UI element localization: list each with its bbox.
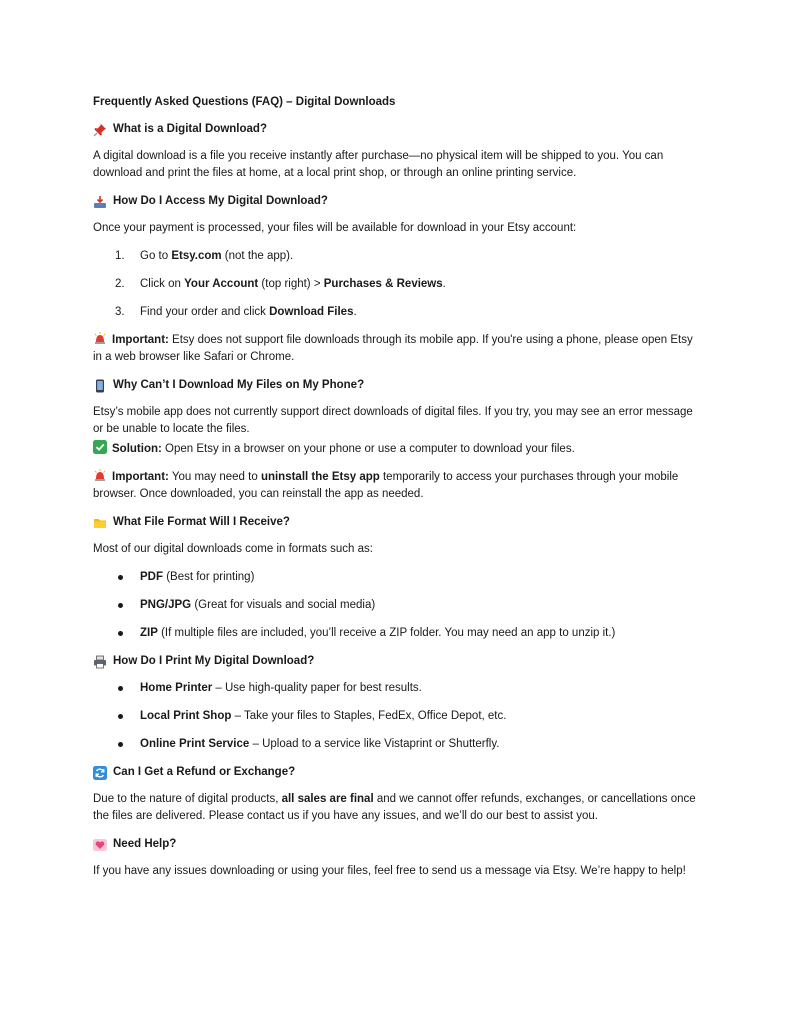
print-options-list <box>93 680 703 753</box>
section-heading-print <box>93 653 703 670</box>
bullet-icon <box>118 575 123 580</box>
mobile-phone-icon <box>93 379 107 393</box>
section-heading-phone-download <box>93 377 703 394</box>
siren-icon <box>93 469 107 481</box>
section-title: How Do I Print My Digital Download? <box>113 655 315 667</box>
inbox-tray-icon <box>93 195 107 209</box>
section-heading-file-format <box>93 514 703 531</box>
heart-icon <box>93 838 107 852</box>
section-heading-refund <box>93 764 703 781</box>
page-title: Frequently Asked Questions (FAQ) – Digital Downloads <box>93 96 396 108</box>
list-item: 3. Find your order and click Download Files. <box>115 306 357 318</box>
section-body: Etsy’s mobile app does not currently support direct downloads of digital files. If you try, you may see an error message or be unable to locate the files. <box>93 406 693 435</box>
folder-icon <box>93 516 107 530</box>
section-body: A digital download is a file you receive instantly after purchase—no physical item will be shipped to you. You can download and print the files at home, at a local print shop, or through an online printing service. <box>93 150 664 179</box>
section-heading-access-download <box>93 193 703 210</box>
list-item: ZIP (If multiple files are included, you’ll receive a ZIP folder. You may need an app to unzip it.) <box>93 625 703 642</box>
bullet-icon <box>118 631 123 636</box>
list-item: PDF (Best for printing) <box>93 569 703 586</box>
bullet-icon <box>118 714 123 719</box>
section-body: Once your payment is processed, your files will be available for download in your Etsy account: <box>93 222 577 234</box>
list-item: Online Print Service – Upload to a service like Vistaprint or Shutterfly. <box>93 736 703 753</box>
check-mark-icon <box>93 440 107 454</box>
file-format-list <box>93 569 703 642</box>
list-item: 1. Go to Etsy.com (not the app). <box>115 250 294 262</box>
siren-icon <box>93 332 107 344</box>
list-item: 2. Click on Your Account (top right) > Purchases & Reviews. <box>115 278 446 290</box>
important-note: Important: You may need to uninstall the Etsy app temporarily to access your purchases through your mobile browser. Once downloaded, you can reinstall the app as needed. <box>93 471 679 500</box>
list-item: Home Printer – Use high-quality paper for best results. <box>93 680 703 697</box>
section-body: Due to the nature of digital products, all sales are final and we cannot offer refunds, exchanges, or cancellations once the files are delivered. Please contact us if you have any issues, and we’ll do our best to assist you. <box>93 793 696 822</box>
section-heading-help <box>93 836 703 853</box>
access-steps-list <box>93 248 703 321</box>
solution-note: Solution: Open Etsy in a browser on your phone or use a computer to download your files. <box>93 440 703 458</box>
faq-content <box>93 94 703 891</box>
section-title: How Do I Access My Digital Download? <box>113 195 328 207</box>
important-note: Important: Etsy does not support file downloads through its mobile app. If you're using a phone, please open Etsy in a web browser like Safari or Chrome. <box>93 334 693 363</box>
refresh-arrows-icon <box>93 766 107 780</box>
bullet-icon <box>118 742 123 747</box>
printer-icon <box>93 655 107 669</box>
section-title: Why Can’t I Download My Files on My Phone? <box>113 379 365 391</box>
pushpin-icon <box>93 123 107 137</box>
bullet-icon <box>118 686 123 691</box>
section-body: Most of our digital downloads come in formats such as: <box>93 543 373 555</box>
section-body: If you have any issues downloading or using your files, feel free to send us a message via Etsy. We’re happy to help! <box>93 865 686 877</box>
list-item: Local Print Shop – Take your files to Staples, FedEx, Office Depot, etc. <box>93 708 703 725</box>
section-title: What is a Digital Download? <box>113 123 267 135</box>
section-title: Can I Get a Refund or Exchange? <box>113 766 296 778</box>
section-title: What File Format Will I Receive? <box>113 516 290 528</box>
list-item: PNG/JPG (Great for visuals and social media) <box>93 597 703 614</box>
section-heading-digital-download <box>93 121 703 138</box>
bullet-icon <box>118 603 123 608</box>
section-title: Need Help? <box>113 838 177 850</box>
